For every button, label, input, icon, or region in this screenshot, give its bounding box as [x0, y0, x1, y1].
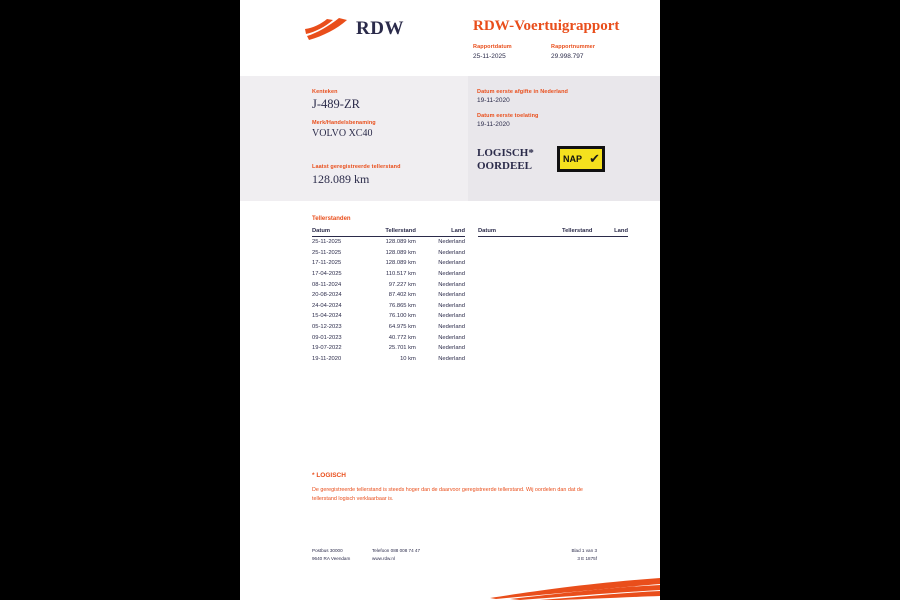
- rdw-logo: [305, 16, 404, 42]
- table-header-row: [478, 227, 628, 237]
- cell-land: Nederland: [438, 239, 465, 246]
- cell-tellerstand: 76.100 km: [388, 313, 416, 320]
- footer-row-2: [312, 555, 597, 563]
- column-header-datum: Datum: [478, 227, 521, 237]
- report-meta: [473, 44, 605, 60]
- footnote-text: De geregistreerde tellerstand is steeds hoger dan de daarvoor geregistreerde tellerstand. Wij oordelen dan dat de tellerstand logisch verklaarbaar is.: [312, 487, 583, 502]
- report-number-block: [551, 44, 605, 60]
- cell-datum: 20-08-2024: [312, 292, 342, 299]
- column-header-land: Land: [598, 227, 628, 237]
- table-row: [312, 258, 465, 269]
- document-footer: [312, 547, 597, 563]
- table-row: [312, 290, 465, 301]
- cell-land: Nederland: [438, 345, 465, 352]
- table-row: [312, 332, 465, 343]
- cell-land: Nederland: [438, 302, 465, 309]
- table-row: [312, 279, 465, 290]
- footer-row-1: [312, 547, 597, 555]
- report-date-value: 25-11-2025: [473, 53, 506, 60]
- first-issue-label: Datum eerste afgifte in Nederland: [477, 89, 569, 95]
- report-date-block: [473, 44, 527, 60]
- report-date-label: Rapportdatum: [473, 44, 512, 50]
- rdw-wordmark: RDW: [356, 18, 404, 39]
- table-row: [312, 322, 465, 333]
- table-title: Tellerstanden: [312, 216, 351, 222]
- cell-tellerstand: 128.089 km: [385, 239, 416, 246]
- cell-land: Nederland: [438, 292, 465, 299]
- cell-datum: 05-12-2023: [312, 324, 342, 331]
- report-number-label: Rapportnummer: [551, 44, 596, 50]
- table-row: [312, 343, 465, 354]
- cell-tellerstand: 76.865 km: [388, 302, 416, 309]
- cell-land: Nederland: [438, 260, 465, 267]
- footer-phone-line1: Telefoon 088 008 74 47: [372, 548, 421, 553]
- first-issue-value: 19-11-2020: [477, 97, 510, 104]
- registration-dates-block: [477, 89, 568, 137]
- odometer-value: 128.089 km: [312, 172, 370, 186]
- table-row: [312, 269, 465, 280]
- make-label: Merk/Handelsbenaming: [312, 120, 376, 126]
- cell-datum: 25-11-2025: [312, 239, 342, 246]
- table-row: [312, 301, 465, 312]
- table-row: [312, 354, 465, 365]
- cell-tellerstand: 128.089 km: [385, 249, 416, 256]
- cell-tellerstand: 110.517 km: [385, 271, 416, 278]
- cell-tellerstand: 64.975 km: [388, 324, 416, 331]
- odometer-block: [312, 164, 401, 187]
- footnote: [312, 472, 597, 503]
- cell-tellerstand: 40.772 km: [388, 334, 416, 341]
- odometer-table-body-left: [312, 237, 465, 365]
- cell-land: Nederland: [438, 271, 465, 278]
- cell-land: Nederland: [438, 249, 465, 256]
- first-admission-label: Datum eerste toelating: [477, 113, 539, 119]
- cell-tellerstand: 97.227 km: [388, 281, 416, 288]
- vehicle-identity-block: [312, 89, 376, 139]
- document-page: [240, 0, 660, 600]
- vehicle-summary-band: [240, 76, 660, 201]
- cell-datum: 17-04-2025: [312, 271, 342, 278]
- page-title: RDW-Voertuigrapport: [473, 18, 620, 34]
- cell-land: Nederland: [438, 324, 465, 331]
- cell-datum: 08-11-2024: [312, 281, 342, 288]
- document-header: [240, 0, 660, 76]
- cell-datum: 19-07-2022: [312, 345, 342, 352]
- odometer-table-right: [478, 227, 628, 237]
- column-header-tellerstand: Tellerstand: [521, 227, 599, 237]
- odometer-table-left: [312, 227, 465, 364]
- cell-tellerstand: 25.701 km: [388, 345, 416, 352]
- nap-badge: [557, 146, 605, 172]
- cell-tellerstand: 10 km: [400, 355, 416, 362]
- cell-tellerstand: 87.402 km: [388, 292, 416, 299]
- column-header-tellerstand: Tellerstand: [363, 227, 422, 237]
- cell-datum: 15-04-2024: [312, 313, 342, 320]
- cell-land: Nederland: [438, 281, 465, 288]
- footer-page-line2: 3 E 1875f: [577, 556, 597, 561]
- verdict-line-1: LOGISCH*: [477, 147, 534, 159]
- verdict-text: [477, 147, 534, 173]
- odometer-label: Laatst geregistreerde tellerstand: [312, 164, 401, 170]
- plate-label: Kenteken: [312, 89, 338, 95]
- footnote-title: * LOGISCH: [312, 472, 346, 479]
- verdict-line-2: OORDEEL: [477, 160, 533, 172]
- cell-datum: 19-11-2020: [312, 355, 342, 362]
- cell-land: Nederland: [438, 313, 465, 320]
- footer-swoosh-decoration: [240, 578, 660, 600]
- cell-datum: 24-04-2024: [312, 302, 342, 309]
- make-value: VOLVO XC40: [312, 128, 373, 139]
- table-header-row: [312, 227, 465, 237]
- footer-address-line2: 9640 RA Veendam: [312, 556, 351, 561]
- cell-datum: 25-11-2025: [312, 249, 342, 256]
- cell-tellerstand: 128.089 km: [385, 260, 416, 267]
- footer-page-line1: Blad 1 van 3: [571, 548, 597, 553]
- first-admission-value: 19-11-2020: [477, 121, 510, 128]
- rdw-swoosh-icon: [305, 16, 349, 42]
- cell-land: Nederland: [438, 334, 465, 341]
- cell-datum: 09-01-2023: [312, 334, 342, 341]
- table-row: [312, 311, 465, 322]
- table-row: [312, 248, 465, 259]
- nap-badge-label: NAP: [563, 154, 583, 164]
- footer-address-line1: Postbus 30000: [312, 548, 343, 553]
- plate-value: J-489-ZR: [312, 97, 360, 111]
- column-header-land: Land: [422, 227, 465, 237]
- table-row: [312, 237, 465, 248]
- footer-website: www.rdw.nl: [372, 556, 395, 561]
- column-header-datum: Datum: [312, 227, 363, 237]
- report-number-value: 29.998.797: [551, 53, 584, 60]
- cell-land: Nederland: [438, 355, 465, 362]
- check-icon: ✔: [589, 151, 600, 166]
- nap-badge-inner: [560, 149, 602, 169]
- cell-datum: 17-11-2025: [312, 260, 342, 267]
